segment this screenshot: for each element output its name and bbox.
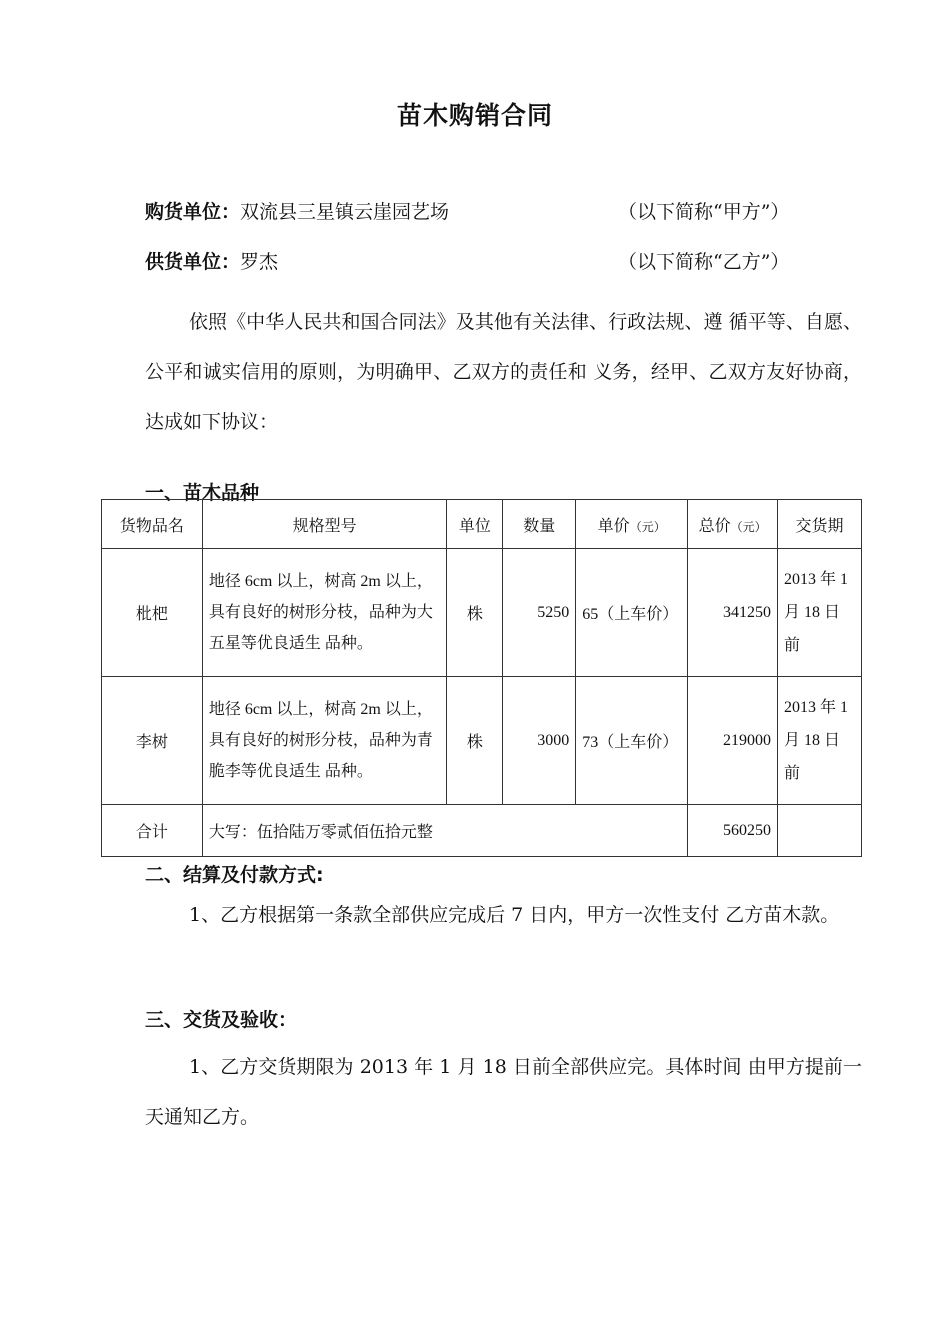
total-amount: 560250 [688,805,778,857]
table-row [102,549,862,677]
cell-qty: 5250 [503,549,576,677]
header-spec: 规格型号 [202,500,447,549]
goods-table [101,499,862,857]
seller-note: （以下简称“乙方”） [618,251,790,273]
section1-heading: 一、苗木品种 [145,482,260,504]
document-title: 苗木购销合同 [396,101,553,130]
cell-total: 341250 [688,549,778,677]
table-row [102,677,862,805]
preamble [145,297,862,447]
cell-price: 65（上车价） [576,549,688,677]
total-date [778,805,862,857]
seller-label: 供货单位： [145,251,241,273]
header-price-label: 单价 [597,517,630,535]
cell-date: 2013 年 1 月 18 日前 [778,549,862,677]
total-in-words: 大写：伍拾陆万零贰佰伍拾元整 [202,805,687,857]
cell-total: 219000 [688,677,778,805]
section2-heading: 二、结算及付款方式: [145,864,324,886]
cell-name: 枇杷 [102,549,203,677]
header-date: 交货期 [778,500,862,549]
header-qty: 数量 [503,500,576,549]
header-unit: 单位 [447,500,503,549]
total-label: 合计 [102,805,203,857]
section2-text: 1、乙方根据第一条款全部供应完成后 7 日内，甲方一次性支付 乙方苗木款。 [189,904,840,926]
cell-price: 73（上车价） [576,677,688,805]
header-name: 货物品名 [102,500,203,549]
table-header-row [102,500,862,549]
header-price-unit: （元） [629,519,666,534]
preamble-text: 依照《中华人民共和国合同法》及其他有关法律、行政法规、遵 循平等、自愿、公平和诚实信用的原则，为明确甲、乙双方的责任和 义务，经甲、乙双方友好协商，达成如下协议： [145,311,862,433]
seller-name: 罗杰 [240,251,279,273]
buyer-label: 购货单位： [145,201,241,223]
buyer-note: （以下简称“甲方”） [618,201,790,223]
header-total [688,500,778,549]
cell-spec: 地径 6cm 以上，树高 2m 以上，具有良好的树形分枝，品种为青脆李等优良适生 品种。 [202,677,447,805]
cell-name: 李树 [102,677,203,805]
section3-text: 1、乙方交货期限为 2013 年 1 月 18 日前全部供应完。具体时间 由甲方提前一天通知乙方。 [145,1056,862,1128]
buyer-line [145,197,449,224]
section3-heading: 三、交货及验收： [145,1009,298,1031]
cell-unit: 株 [447,677,503,805]
cell-spec: 地径 6cm 以上，树高 2m 以上，具有良好的树形分枝，品种为大五星等优良适生 品种。 [202,549,447,677]
cell-qty: 3000 [503,677,576,805]
buyer-name: 双流县三星镇云崖园艺场 [240,201,450,223]
seller-line [145,247,278,274]
section2-body [145,890,862,940]
header-price [576,500,688,549]
section3-body [145,1042,862,1142]
header-total-label: 总价 [698,517,731,535]
table-total-row [102,805,862,857]
header-total-unit: （元） [730,519,767,534]
cell-unit: 株 [447,549,503,677]
cell-date: 2013 年 1 月 18 日前 [778,677,862,805]
